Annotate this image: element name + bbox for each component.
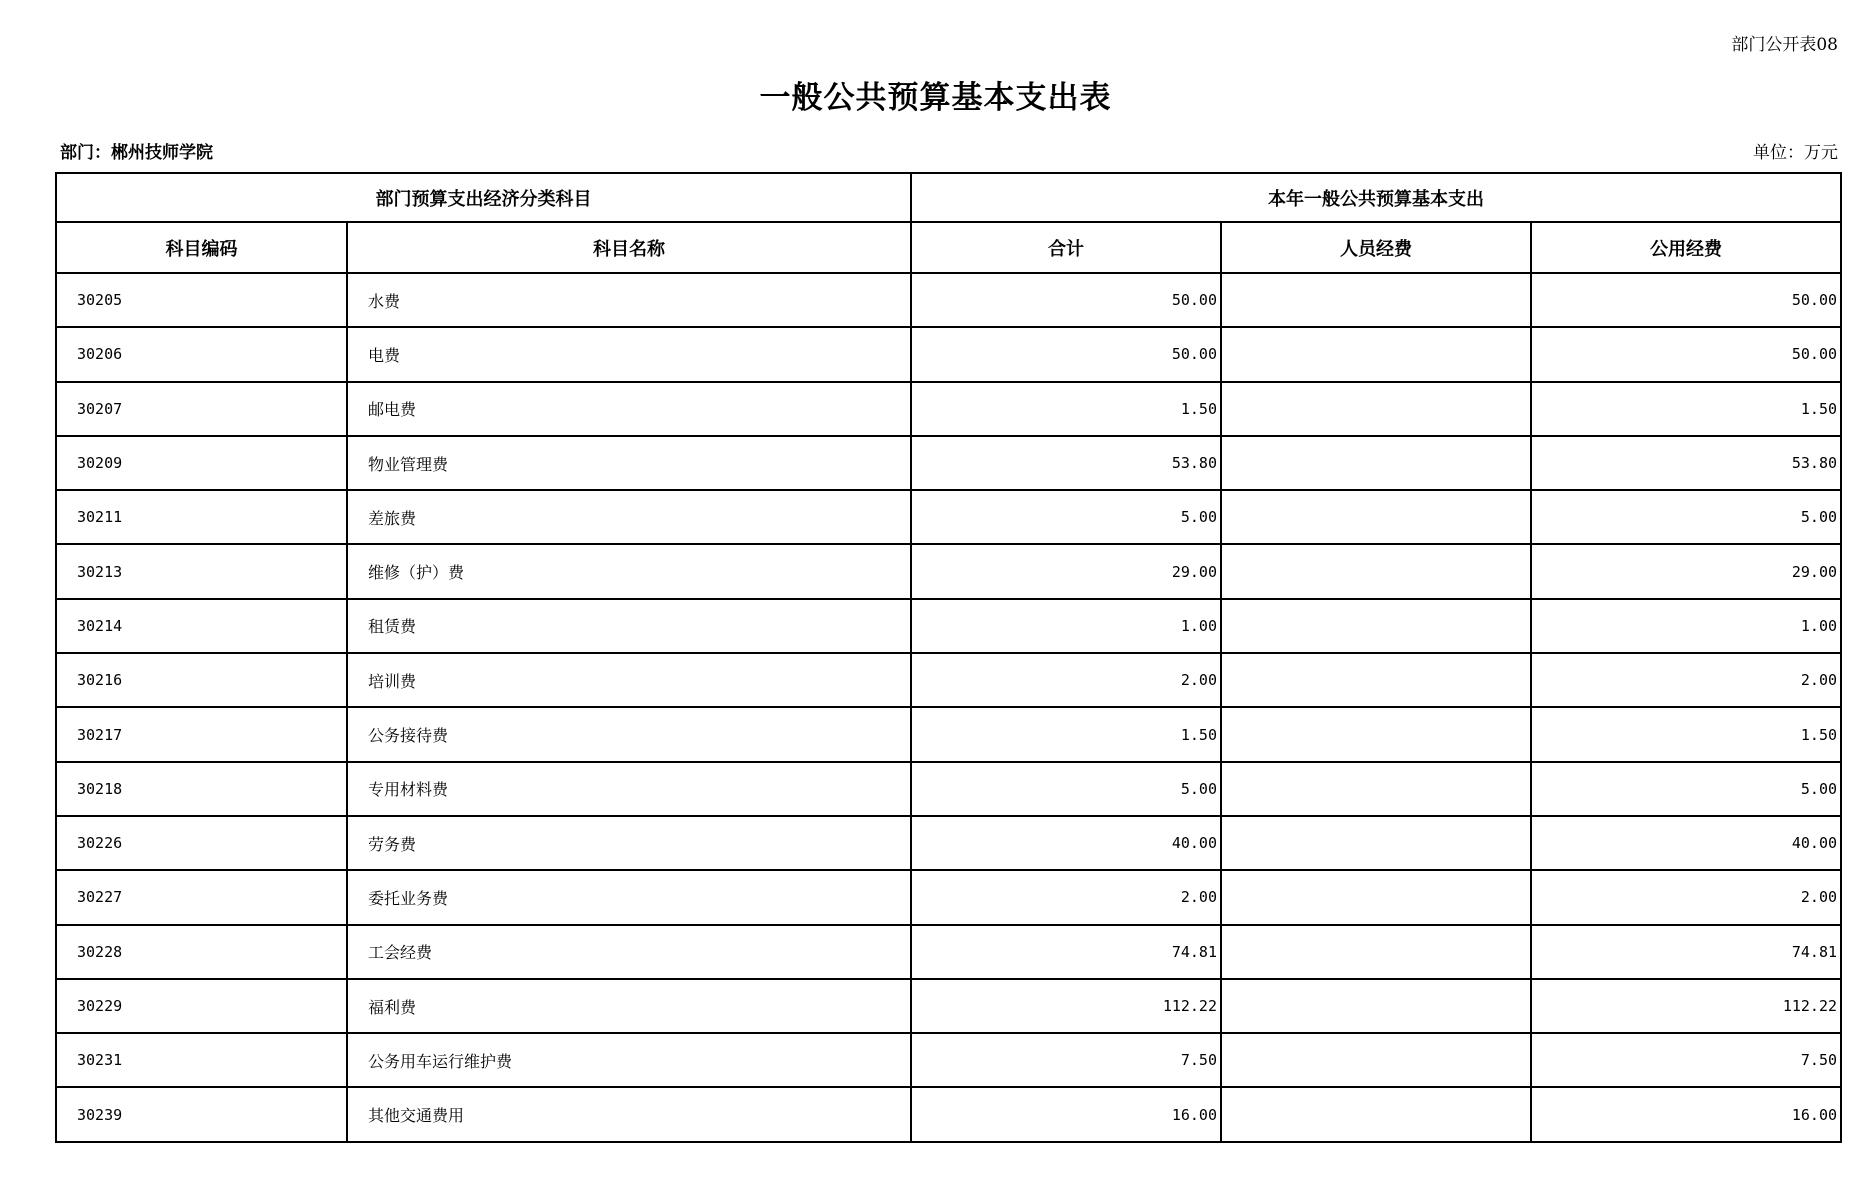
cell-public: 2.00 (1531, 653, 1841, 707)
cell-personnel (1221, 273, 1531, 327)
table-row (56, 544, 1841, 598)
cell-personnel (1221, 925, 1531, 979)
cell-code: 30228 (56, 925, 347, 979)
cell-total: 2.00 (911, 653, 1221, 707)
cell-name: 公务用车运行维护费 (347, 1033, 911, 1087)
cell-code: 30217 (56, 707, 347, 761)
cell-code: 30205 (56, 273, 347, 327)
cell-total: 1.50 (911, 382, 1221, 436)
table-row (56, 327, 1841, 381)
cell-public: 50.00 (1531, 327, 1841, 381)
column-header-row (56, 222, 1841, 273)
cell-public: 53.80 (1531, 436, 1841, 490)
cell-personnel (1221, 979, 1531, 1033)
cell-personnel (1221, 327, 1531, 381)
cell-public: 1.50 (1531, 382, 1841, 436)
form-code: 部门公开表08 (1731, 35, 1838, 55)
cell-code: 30229 (56, 979, 347, 1033)
cell-personnel (1221, 382, 1531, 436)
table-row (56, 1087, 1841, 1141)
cell-code: 30227 (56, 870, 347, 924)
column-header-code: 科目编码 (56, 222, 347, 273)
cell-name: 物业管理费 (347, 436, 911, 490)
cell-code: 30214 (56, 599, 347, 653)
cell-code: 30207 (56, 382, 347, 436)
cell-public: 40.00 (1531, 816, 1841, 870)
cell-name: 专用材料费 (347, 762, 911, 816)
group-header-row (56, 173, 1841, 222)
cell-total: 29.00 (911, 544, 1221, 598)
table-row (56, 436, 1841, 490)
cell-public: 16.00 (1531, 1087, 1841, 1141)
cell-total: 50.00 (911, 273, 1221, 327)
table-row (56, 925, 1841, 979)
table-row (56, 707, 1841, 761)
cell-public: 29.00 (1531, 544, 1841, 598)
cell-name: 工会经费 (347, 925, 911, 979)
cell-name: 邮电费 (347, 382, 911, 436)
cell-name: 培训费 (347, 653, 911, 707)
cell-public: 5.00 (1531, 490, 1841, 544)
cell-name: 维修（护）费 (347, 544, 911, 598)
table-row (56, 273, 1841, 327)
cell-name: 水费 (347, 273, 911, 327)
cell-total: 50.00 (911, 327, 1221, 381)
cell-public: 2.00 (1531, 870, 1841, 924)
cell-total: 2.00 (911, 870, 1221, 924)
column-header-total: 合计 (911, 222, 1221, 273)
cell-personnel (1221, 653, 1531, 707)
cell-personnel (1221, 436, 1531, 490)
cell-name: 劳务费 (347, 816, 911, 870)
cell-total: 5.00 (911, 490, 1221, 544)
cell-public: 7.50 (1531, 1033, 1841, 1087)
cell-total: 5.00 (911, 762, 1221, 816)
cell-name: 公务接待费 (347, 707, 911, 761)
cell-public: 112.22 (1531, 979, 1841, 1033)
cell-total: 1.00 (911, 599, 1221, 653)
cell-total: 16.00 (911, 1087, 1221, 1141)
classification-group-header: 部门预算支出经济分类科目 (56, 173, 911, 222)
table-row (56, 653, 1841, 707)
cell-total: 53.80 (911, 436, 1221, 490)
column-header-personnel: 人员经费 (1221, 222, 1531, 273)
table-row (56, 979, 1841, 1033)
cell-total: 1.50 (911, 707, 1221, 761)
cell-public: 1.00 (1531, 599, 1841, 653)
cell-personnel (1221, 490, 1531, 544)
cell-name: 福利费 (347, 979, 911, 1033)
cell-personnel (1221, 599, 1531, 653)
cell-code: 30218 (56, 762, 347, 816)
cell-personnel (1221, 544, 1531, 598)
cell-public: 5.00 (1531, 762, 1841, 816)
table-row (56, 1033, 1841, 1087)
cell-code: 30216 (56, 653, 347, 707)
table-body (56, 273, 1841, 1142)
table-row (56, 490, 1841, 544)
cell-total: 74.81 (911, 925, 1221, 979)
cell-personnel (1221, 870, 1531, 924)
cell-personnel (1221, 762, 1531, 816)
cell-public: 74.81 (1531, 925, 1841, 979)
cell-code: 30211 (56, 490, 347, 544)
cell-name: 其他交通费用 (347, 1087, 911, 1141)
cell-code: 30231 (56, 1033, 347, 1087)
cell-public: 1.50 (1531, 707, 1841, 761)
department-label: 部门：郴州技师学院 (60, 143, 213, 163)
table-row (56, 762, 1841, 816)
table-row (56, 599, 1841, 653)
table-row (56, 816, 1841, 870)
column-header-public: 公用经费 (1531, 222, 1841, 273)
cell-personnel (1221, 816, 1531, 870)
cell-code: 30226 (56, 816, 347, 870)
column-header-name: 科目名称 (347, 222, 911, 273)
table-row (56, 382, 1841, 436)
current-year-group-header: 本年一般公共预算基本支出 (911, 173, 1841, 222)
cell-name: 电费 (347, 327, 911, 381)
budget-table (55, 172, 1842, 1143)
cell-code: 30213 (56, 544, 347, 598)
unit-label: 单位：万元 (1753, 143, 1838, 163)
cell-name: 租赁费 (347, 599, 911, 653)
table-row (56, 870, 1841, 924)
page-title: 一般公共预算基本支出表 (759, 80, 1112, 116)
cell-public: 50.00 (1531, 273, 1841, 327)
cell-personnel (1221, 1087, 1531, 1141)
cell-personnel (1221, 1033, 1531, 1087)
cell-name: 委托业务费 (347, 870, 911, 924)
cell-total: 112.22 (911, 979, 1221, 1033)
cell-total: 7.50 (911, 1033, 1221, 1087)
cell-code: 30239 (56, 1087, 347, 1141)
cell-personnel (1221, 707, 1531, 761)
cell-name: 差旅费 (347, 490, 911, 544)
cell-code: 30206 (56, 327, 347, 381)
cell-code: 30209 (56, 436, 347, 490)
cell-total: 40.00 (911, 816, 1221, 870)
